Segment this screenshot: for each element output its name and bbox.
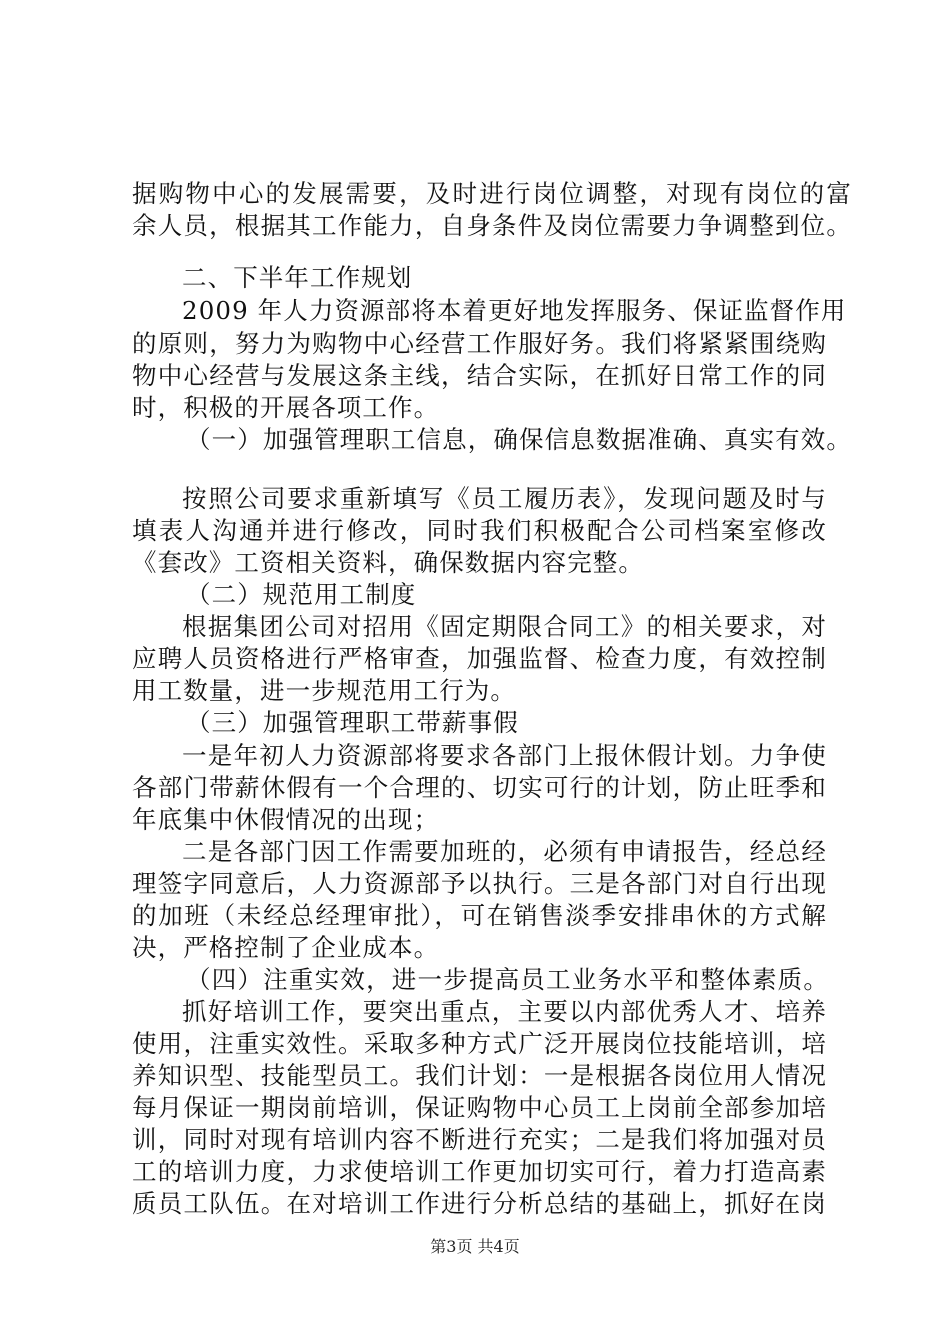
subsection-heading: （三）加强管理职工带薪事假 [186, 708, 519, 737]
text-line: 二是各部门因工作需要加班的，必须有申请报告，经总经 [182, 837, 827, 866]
text-line: 养知识型、技能型员工。我们计划：一是根据各岗位用人情况 [132, 1061, 827, 1090]
text-line: 的原则，努力为购物中心经营工作服好务。我们将紧紧围绕购 [132, 329, 827, 358]
text-line: 根据集团公司对招用《固定期限合同工》的相关要求，对 [182, 612, 827, 641]
text-line: 工的培训力度，力求使培训工作更加切实可行，着力打造高素 [132, 1157, 827, 1186]
text-line: 每月保证一期岗前培训，保证购物中心员工上岗前全部参加培 [132, 1093, 827, 1122]
text-line: 物中心经营与发展这条主线，结合实际，在抓好日常工作的同 [132, 361, 827, 390]
text-line: 时，积极的开展各项工作。 [132, 393, 440, 422]
text-line: 决，严格控制了企业成本。 [132, 933, 440, 962]
text-line: 抓好培训工作，要突出重点，主要以内部优秀人才、培养 [182, 997, 827, 1026]
text-line: 的加班（未经总经理审批），可在销售淡季安排串休的方式解 [132, 901, 827, 930]
text-line: 余人员，根据其工作能力，自身条件及岗位需要力争调整到位。 [132, 211, 852, 240]
text-line: 2009 年人力资源部将本着更好地发挥服务、保证监督作用 [182, 296, 847, 325]
text-line: 应聘人员资格进行严格审查，加强监督、检查力度，有效控制 [132, 644, 827, 673]
text-line: 按照公司要求重新填写《员工履历表》，发现问题及时与 [182, 484, 827, 513]
text-line: 年底集中休假情况的出现； [132, 805, 440, 834]
text-line: 用工数量，进一步规范用工行为。 [132, 676, 516, 705]
section-heading: 二、下半年工作规划 [182, 263, 413, 292]
text-line: 《套改》工资相关资料，确保数据内容完整。 [132, 548, 644, 577]
page-footer: 第3页 共4页 [430, 1237, 520, 1256]
subsection-heading: （四）注重实效，进一步提高员工业务水平和整体素质。 [186, 965, 829, 994]
text-line: 一是年初人力资源部将要求各部门上报休假计划。力争使 [182, 741, 827, 770]
text-line: 据购物中心的发展需要，及时进行岗位调整，对现有岗位的富 [132, 179, 852, 208]
text-line: 填表人沟通并进行修改，同时我们积极配合公司档案室修改 [132, 516, 827, 545]
subsection-heading: （一）加强管理职工信息，确保信息数据准确、真实有效。 [186, 425, 852, 454]
text-line: 质员工队伍。在对培训工作进行分析总结的基础上，抓好在岗 [132, 1189, 827, 1218]
subsection-heading: （二）规范用工制度 [186, 580, 417, 609]
text-line: 训，同时对现有培训内容不断进行充实；二是我们将加强对员 [132, 1125, 827, 1154]
text-line: 各部门带薪休假有一个合理的、切实可行的计划，防止旺季和 [132, 773, 827, 802]
text-line: 使用，注重实效性。采取多种方式广泛开展岗位技能培训，培 [132, 1029, 827, 1058]
text-line: 理签字同意后，人力资源部予以执行。三是各部门对自行出现 [132, 869, 827, 898]
